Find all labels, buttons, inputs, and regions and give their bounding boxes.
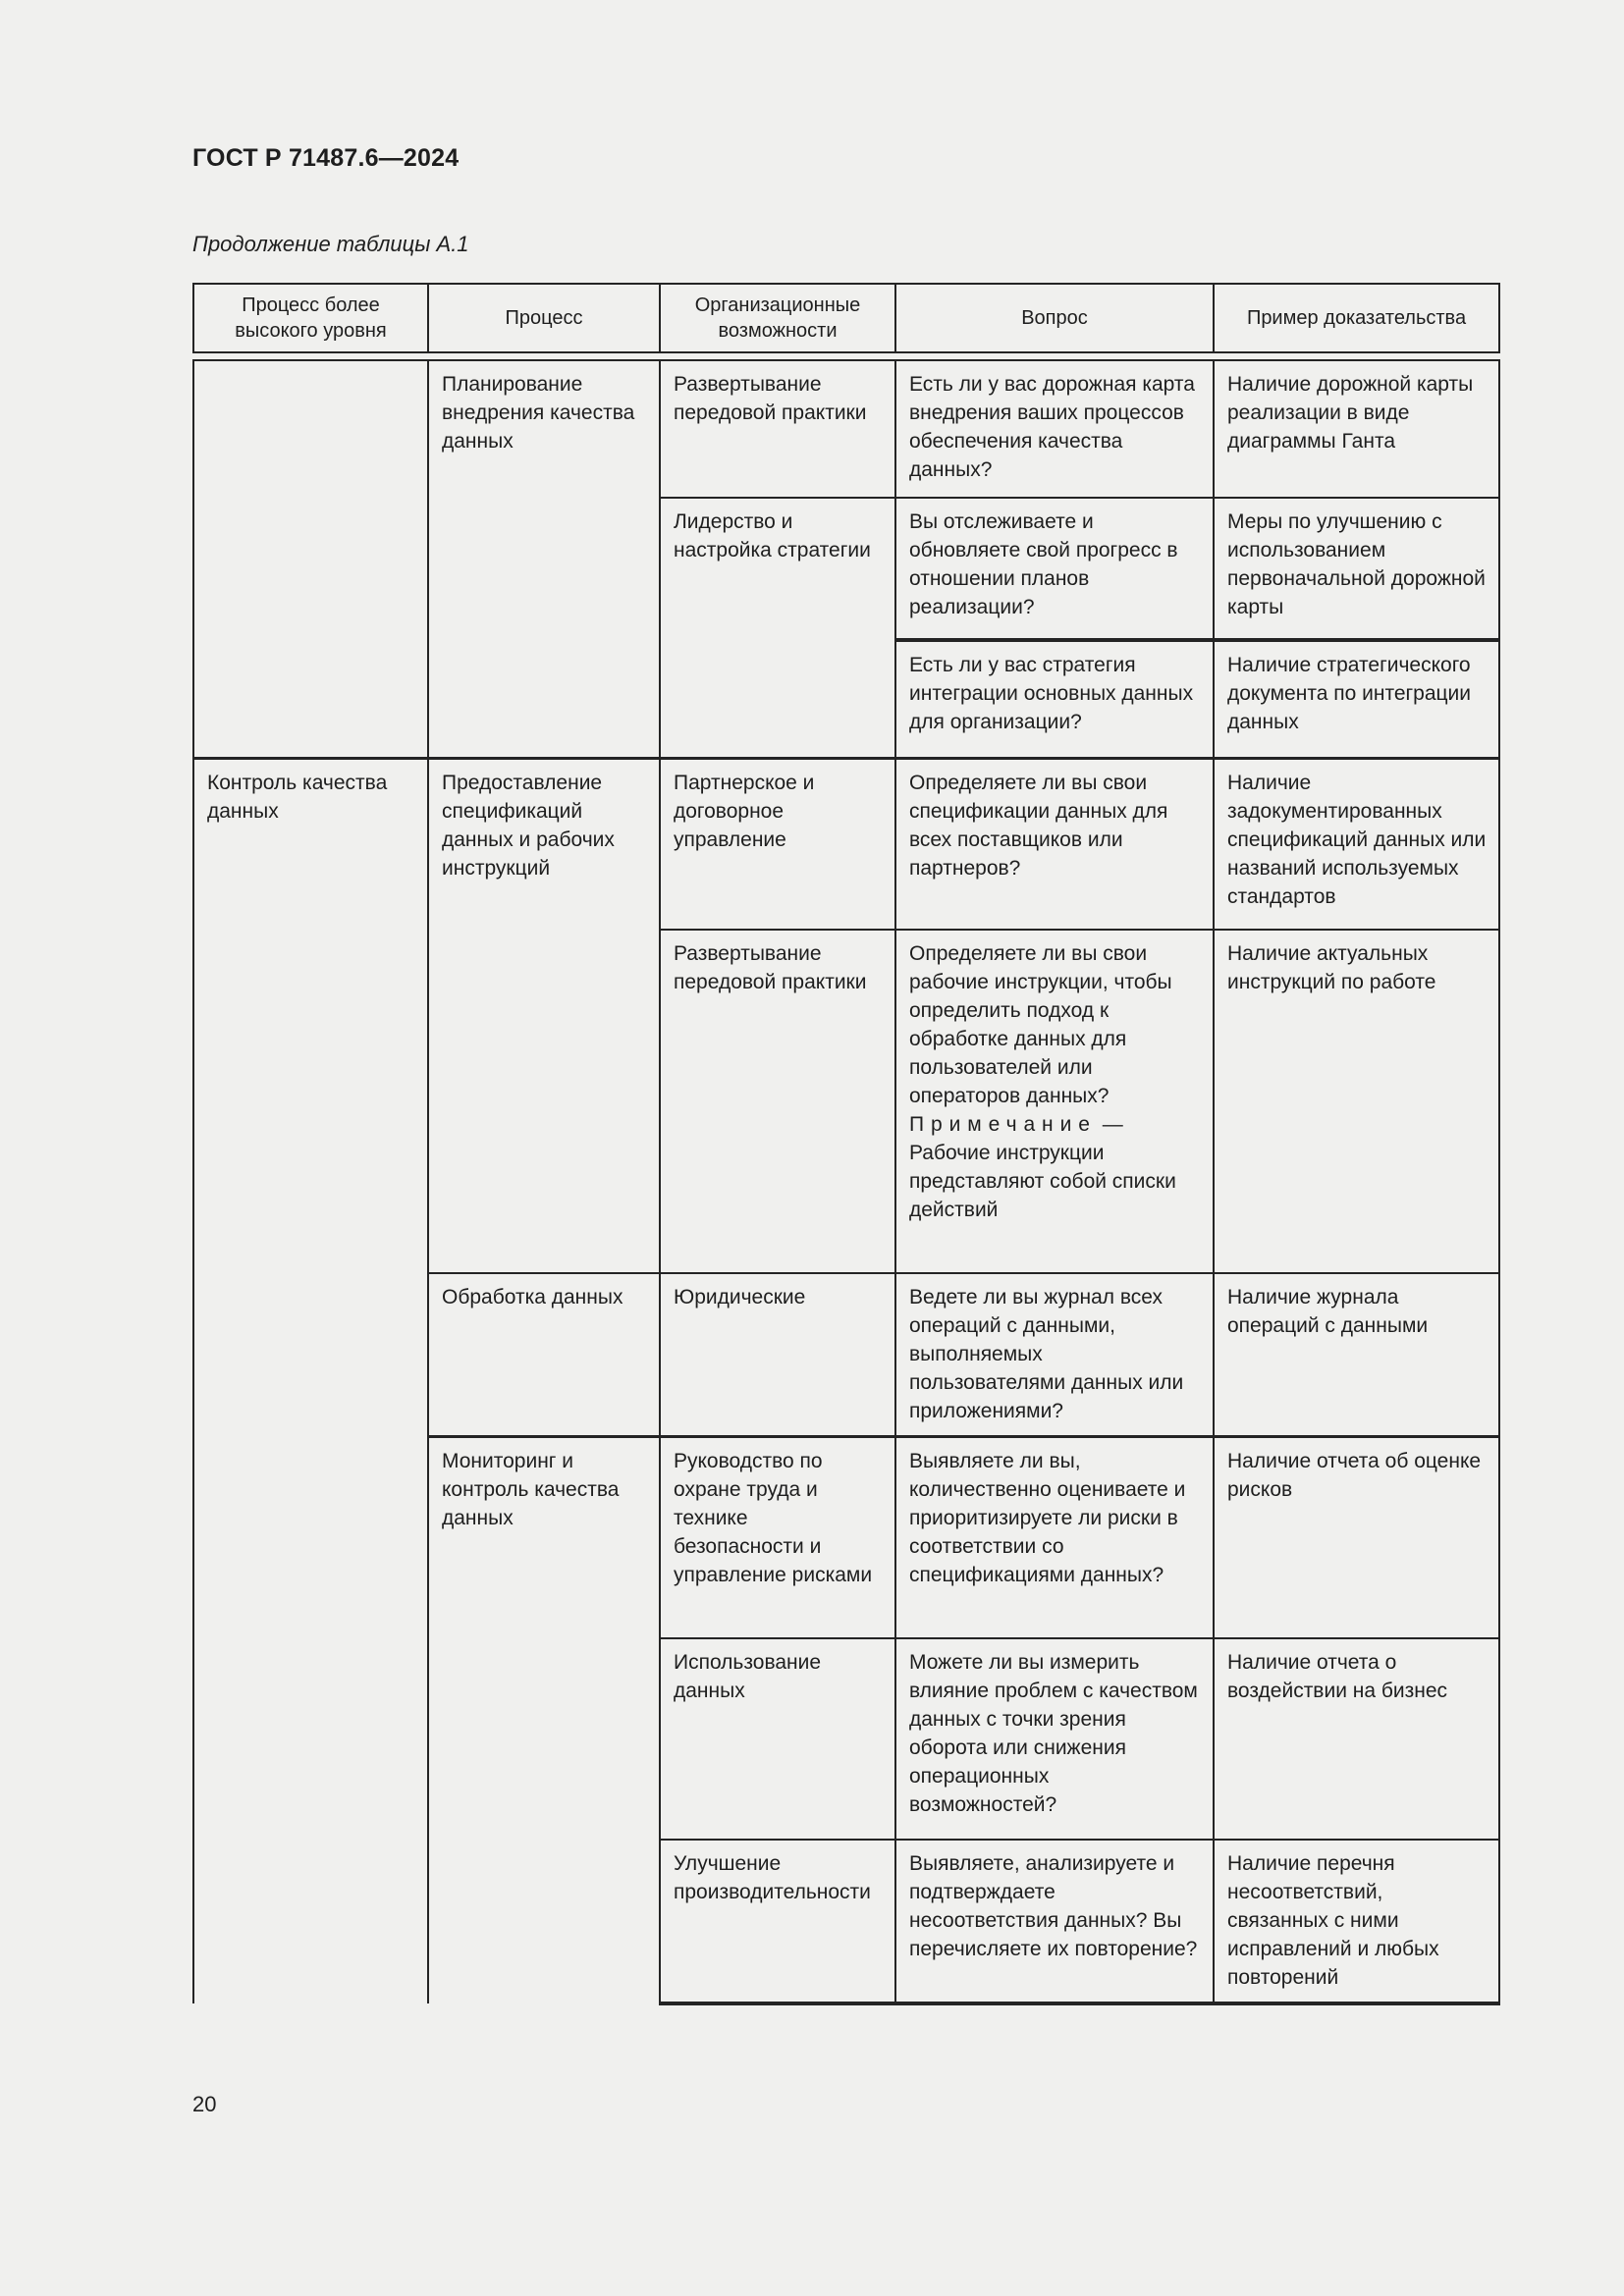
cell-question: Выявляете, анализируете и подтверждаете несоответствия данных? Вы перечисляете их повторение? (895, 1840, 1214, 2003)
cell-question: Есть ли у вас дорожная карта внедрения ваших процессов обеспечения качества данных? (895, 360, 1214, 498)
cell-capability: Развертывание передовой практики (660, 930, 895, 1273)
cell-capability: Партнерское и договорное управление (660, 758, 895, 930)
page-number: 20 (192, 2091, 217, 2116)
cell-question-text: Определяете ли вы свои рабочие инструкции, чтобы определить подход к обработке данных для пользователей или операторов данных? (909, 942, 1172, 1107)
cell-evidence: Наличие отчета о воздействии на бизнес (1214, 1638, 1499, 1840)
cell-evidence: Наличие журнала операций с данными (1214, 1273, 1499, 1437)
cell-evidence: Наличие перечня несоответствий, связанных с ними исправлений и любых повторений (1214, 1840, 1499, 2003)
cell-evidence: Наличие задокументированных спецификаций данных или названий используемых стандартов (1214, 758, 1499, 930)
note-label: Примечание (909, 1113, 1097, 1136)
cell-evidence: Наличие отчета об оценке рисков (1214, 1437, 1499, 1638)
table-a1-header (192, 283, 1500, 353)
cell-evidence: Наличие актуальных инструкций по работе (1214, 930, 1499, 1273)
cell-capability: Развертывание передовой практики (660, 360, 895, 498)
col-header-capability: Организационные возможности (660, 284, 895, 352)
cell-question: Можете ли вы измерить влияние проблем с качеством данных с точки зрения оборота или снижения операционных возможностей? (895, 1638, 1214, 1840)
cell-capability: Лидерство и настройка стратегии (660, 498, 895, 758)
cell-high-level-process: Контроль качества данных (193, 758, 428, 2003)
col-header-high-level-process: Процесс более высокого уровня (193, 284, 428, 352)
cell-question: Есть ли у вас стратегия интеграции основных данных для организации? (895, 640, 1214, 758)
cell-question (895, 930, 1214, 1273)
cell-capability: Улучшение производительности (660, 1840, 895, 2003)
cell-question: Выявляете ли вы, количественно оцениваете и приоритизируете ли риски в соответствии со спецификациями данных? (895, 1437, 1214, 1638)
col-header-evidence: Пример доказательства (1214, 284, 1499, 352)
col-header-process: Процесс (428, 284, 660, 352)
cell-capability: Юридические (660, 1273, 895, 1437)
table-row (193, 360, 1499, 498)
header-row (193, 284, 1499, 352)
note-dash: — (1102, 1113, 1123, 1136)
table-caption: Продолжение таблицы А.1 (192, 232, 469, 256)
cell-question: Определяете ли вы свои спецификации данных для всех поставщиков или партнеров? (895, 758, 1214, 930)
cell-high-level-process-continuation (193, 360, 428, 758)
question-note (909, 1110, 1201, 1224)
table-row (193, 758, 1499, 930)
cell-capability: Руководство по охране труда и технике безопасности и управление рисками (660, 1437, 895, 1638)
cell-process: Предоставление спецификаций данных и рабочих инструкций (428, 758, 660, 1273)
col-header-question: Вопрос (895, 284, 1214, 352)
page-content (192, 0, 1498, 2117)
cell-capability: Использование данных (660, 1638, 895, 1840)
cell-evidence: Меры по улучшению с использованием первоначальной дорожной карты (1214, 498, 1499, 640)
doc-code: ГОСТ Р 71487.6—2024 (192, 144, 460, 172)
note-text: Рабочие инструкции представляют собой списки действий (909, 1142, 1176, 1221)
cell-evidence: Наличие стратегического документа по интеграции данных (1214, 640, 1499, 758)
cell-question: Вы отслеживаете и обновляете свой прогресс в отношении планов реализации? (895, 498, 1214, 640)
cell-process: Обработка данных (428, 1273, 660, 1437)
cell-evidence: Наличие дорожной карты реализации в виде диаграммы Ганта (1214, 360, 1499, 498)
cell-process: Планирование внедрения качества данных (428, 360, 660, 758)
table-a1-body (192, 359, 1500, 2005)
cell-question: Ведете ли вы журнал всех операций с данными, выполняемых пользователями данных или приложениями? (895, 1273, 1214, 1437)
cell-process: Мониторинг и контроль качества данных (428, 1437, 660, 2003)
